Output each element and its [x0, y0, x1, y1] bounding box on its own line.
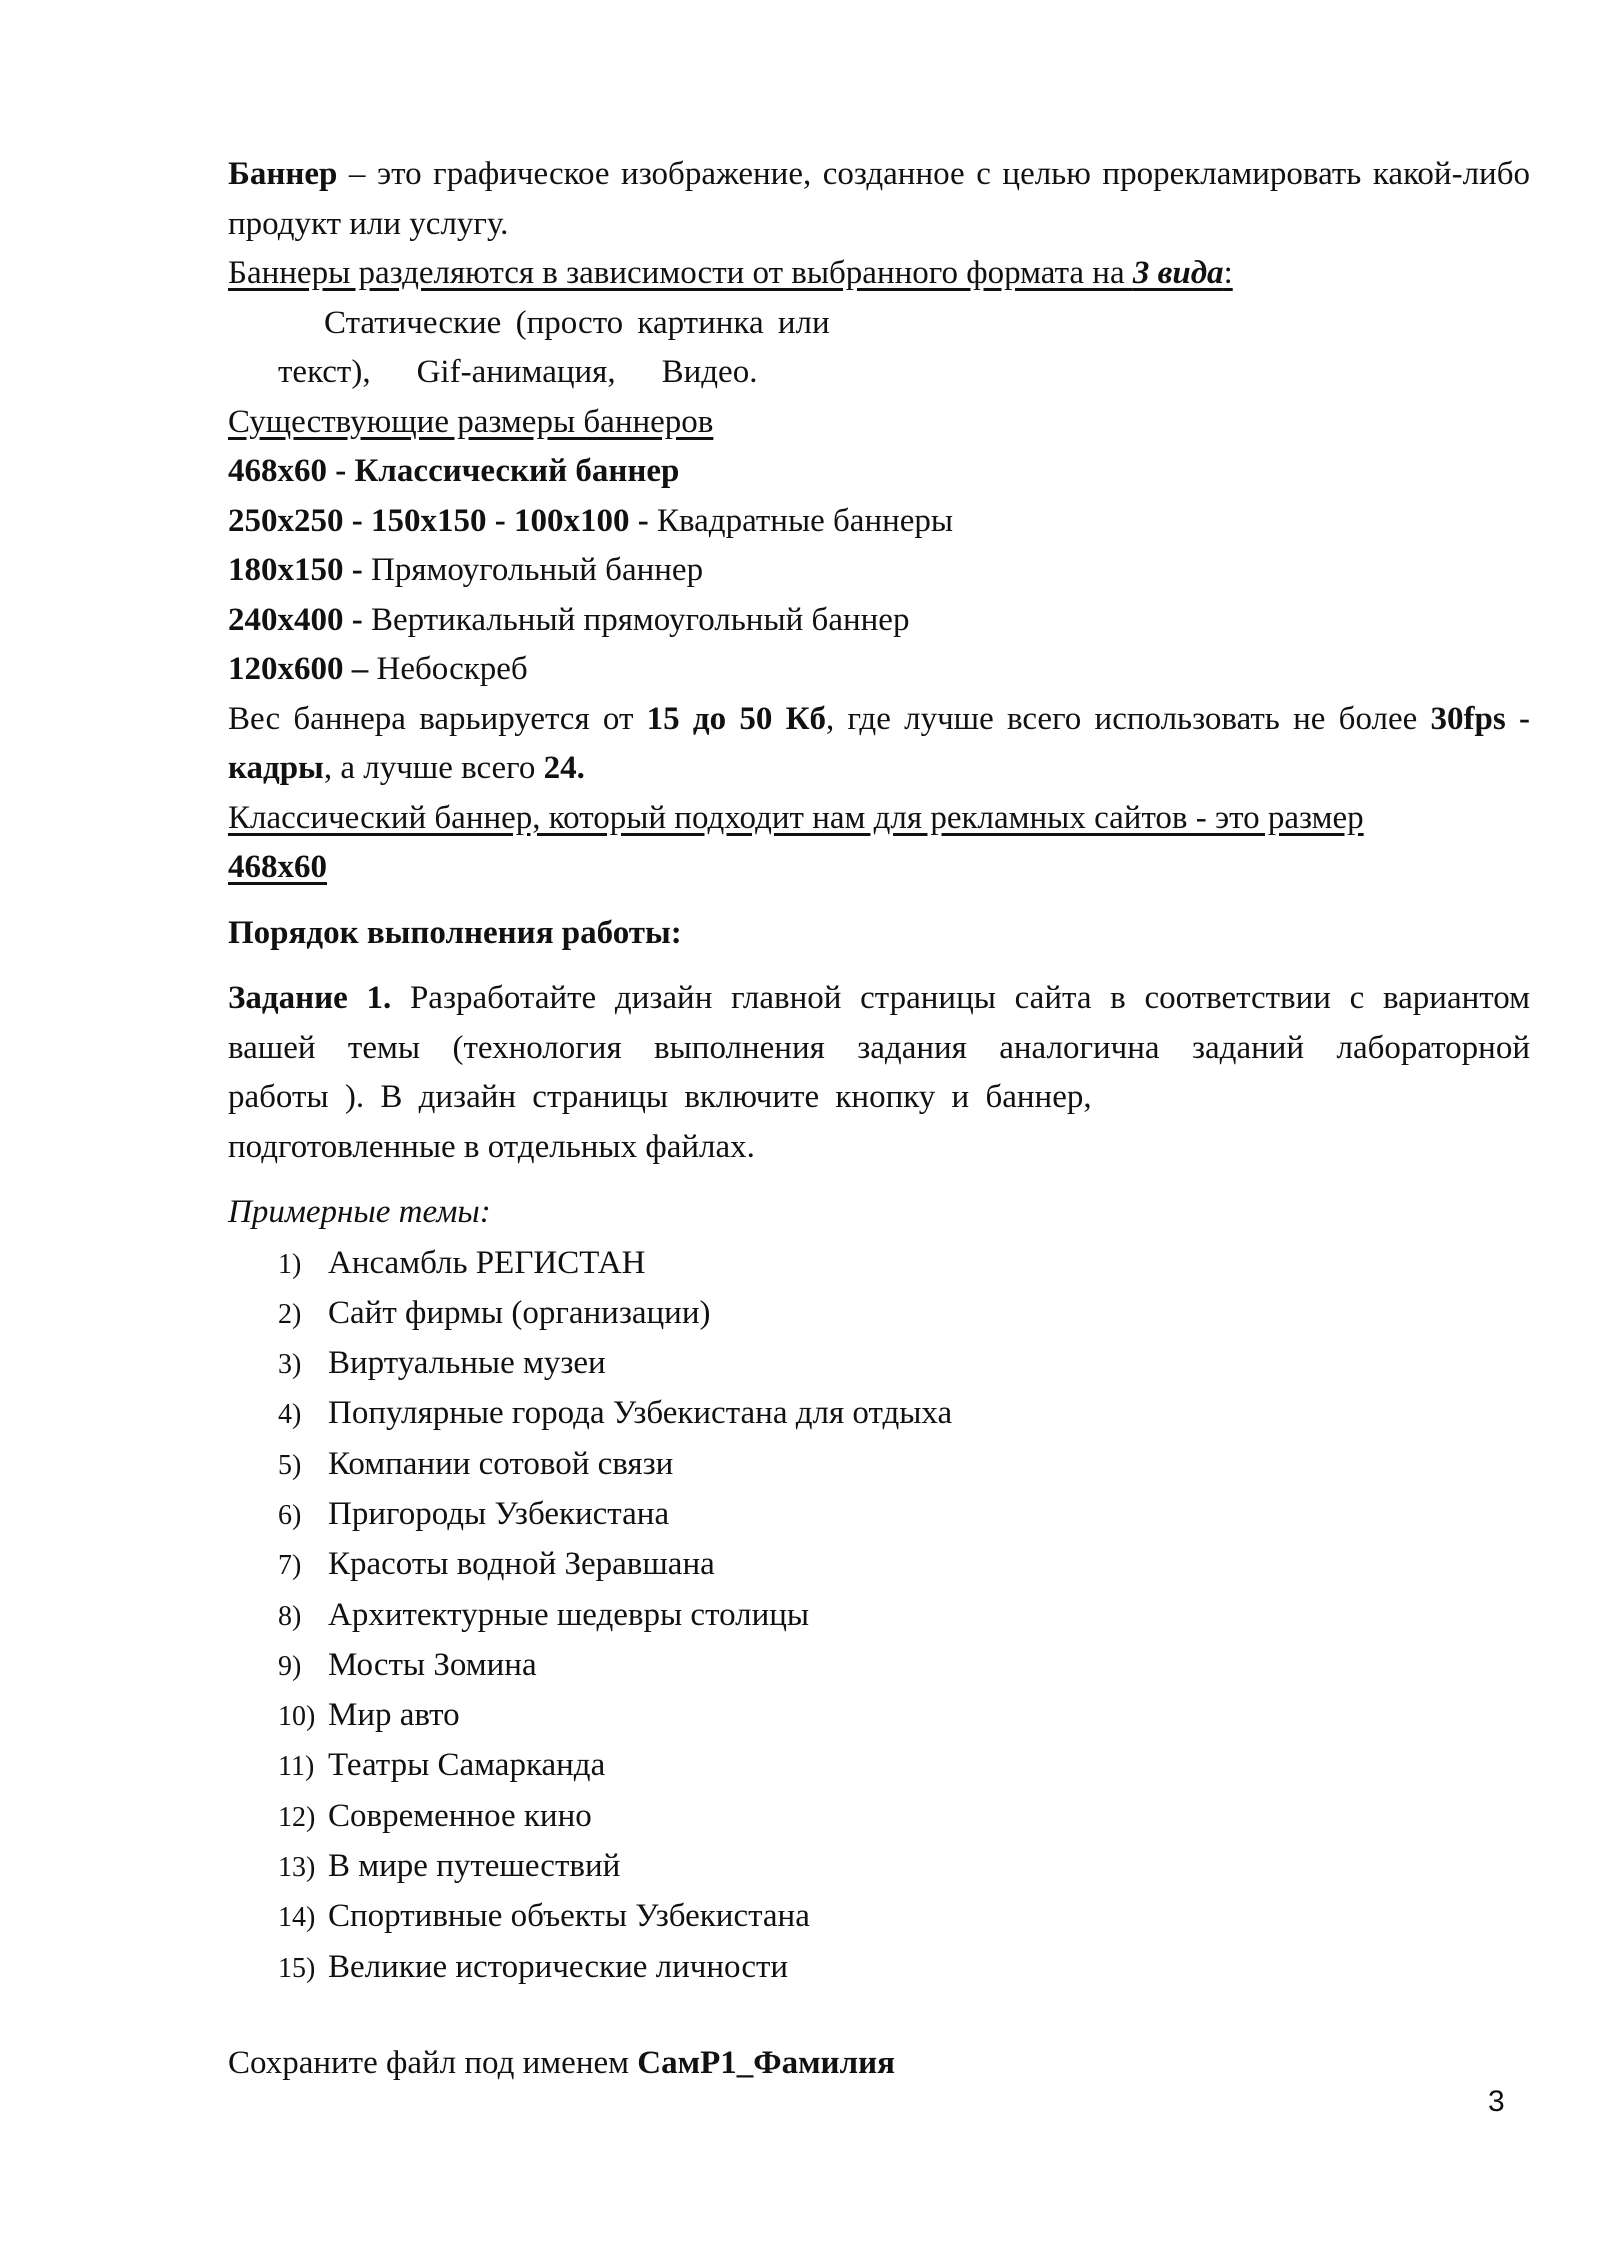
weight-text: , где лучше всего использовать не более — [826, 700, 1431, 737]
topic-number: 10) — [278, 1701, 316, 1733]
banner-size-value: 250x250 - 150x150 - 100x100 - — [228, 502, 649, 539]
banner-type-video: Видео. — [661, 354, 758, 390]
procedure-heading — [228, 909, 1530, 959]
topic-number: 11) — [278, 1751, 315, 1783]
topic-item — [228, 1388, 1530, 1438]
topic-text: Пригороды Узбекистана — [328, 1495, 670, 1532]
topic-item — [228, 1590, 1530, 1640]
banner-size-label: Небоскреб — [368, 651, 528, 687]
topic-item — [228, 1690, 1530, 1740]
banner-term: Баннер — [228, 156, 338, 192]
topic-item — [228, 1288, 1530, 1338]
topic-item — [228, 1238, 1530, 1288]
topics-list — [228, 1238, 1530, 1992]
save-instruction-text: Сохраните файл под именем — [228, 2044, 638, 2081]
banner-size-row — [228, 497, 1530, 547]
topic-number: 6) — [278, 1499, 302, 1531]
banner-size-value: 240x400 - — [228, 601, 363, 638]
topic-item — [228, 1942, 1530, 1992]
banner-types-heading-text: Баннеры разделяются в зависимости от выбранного формата на — [228, 255, 1133, 291]
topic-item — [228, 1640, 1530, 1690]
topic-item — [228, 1841, 1530, 1891]
banner-size-row — [228, 645, 1530, 695]
topic-number: 14) — [278, 1902, 316, 1934]
topic-number: 7) — [278, 1550, 302, 1582]
topic-number: 4) — [278, 1399, 302, 1431]
weight-fps: 30fps - кадры — [228, 700, 1530, 786]
topic-number: 13) — [278, 1852, 316, 1884]
banner-size-value: 468x60 - Классический баннер — [228, 453, 680, 489]
task-1-text: Разработайте дизайн главной страницы сайта в соответствии с вариантом вашей темы (технология выполнения задания аналогична заданий лабораторной работы ). В дизайн страницы включите кнопку и баннер, — [228, 980, 1530, 1115]
banner-type-static-end: текст), — [278, 354, 371, 390]
topic-number: 2) — [278, 1298, 302, 1330]
banner-weight-paragraph — [228, 695, 1530, 794]
topic-item — [228, 1891, 1530, 1941]
banner-size-row — [228, 596, 1530, 646]
topic-text: Красоты водной Зеравшана — [328, 1546, 715, 1583]
page-content — [228, 150, 1530, 2088]
classic-banner-note: Классический баннер, который подходит нам для рекламных сайтов - это размер — [228, 799, 1364, 836]
banner-types-colon: : — [1223, 255, 1233, 291]
classic-banner-size: 468x60 — [228, 849, 327, 885]
topic-number: 8) — [278, 1600, 302, 1632]
topic-text: Архитектурные шедевры столицы — [328, 1596, 810, 1633]
topic-text: Популярные города Узбекистана для отдыха — [328, 1395, 953, 1432]
banner-size-value: 180x150 - — [228, 552, 363, 588]
banner-definition-text: – это графическое изображение, созданное с целью прорекламировать какой-либо продукт или услугу. — [228, 156, 1530, 242]
banner-type-static: Статические (просто картинка или — [324, 304, 830, 341]
banner-types-heading — [228, 249, 1530, 299]
topic-number: 15) — [278, 1952, 316, 1984]
topic-item — [228, 1439, 1530, 1489]
banner-types-count: 3 вида — [1132, 255, 1224, 291]
classic-banner-size-line — [228, 843, 1530, 893]
weight-text: , а лучше всего — [323, 750, 544, 786]
topic-text: Мосты Зомина — [328, 1646, 537, 1683]
topic-item — [228, 1539, 1530, 1589]
topic-item — [228, 1489, 1530, 1539]
topic-number: 9) — [278, 1650, 302, 1682]
topic-number: 1) — [278, 1248, 302, 1280]
topic-item — [228, 1791, 1530, 1841]
banner-size-label: Прямоугольный баннер — [362, 552, 704, 588]
task-1-paragraph — [228, 974, 1530, 1123]
task-1-label: Задание 1. — [228, 980, 392, 1016]
save-instruction — [228, 2039, 1530, 2089]
banner-size-label: Квадратные баннеры — [648, 502, 954, 539]
topic-text: Компании сотовой связи — [328, 1445, 674, 1482]
weight-range: 15 до 50 Кб — [646, 700, 827, 737]
banner-type-gif: Gif-анимация, — [416, 354, 616, 390]
topic-text: Современное кино — [328, 1797, 592, 1834]
task-1-last-line: подготовленные в отдельных файлах. — [228, 1128, 755, 1165]
topic-text: Великие исторические личности — [328, 1948, 789, 1985]
banner-size-value: 120x600 – — [228, 651, 369, 687]
topic-text: Виртуальные музеи — [328, 1345, 606, 1382]
topic-item — [228, 1740, 1530, 1790]
topic-text: В мире путешествий — [328, 1848, 621, 1885]
topic-text: Театры Самарканда — [328, 1747, 606, 1784]
banner-size-row — [228, 447, 1530, 497]
weight-text: Вес баннера варьируется от — [228, 700, 647, 737]
topic-text: Сайт фирмы (организации) — [328, 1294, 711, 1331]
topic-number: 3) — [278, 1349, 302, 1381]
banner-sizes-heading: Существующие размеры баннеров — [228, 403, 714, 440]
banner-types-list — [228, 348, 1530, 398]
topic-number: 12) — [278, 1801, 316, 1833]
topic-text: Ансамбль РЕГИСТАН — [328, 1244, 646, 1281]
topic-number: 5) — [278, 1449, 302, 1481]
page-number: 3 — [1488, 2085, 1505, 2118]
banner-definition — [228, 150, 1530, 249]
procedure-heading-text: Порядок выполнения работы: — [228, 914, 682, 951]
weight-best-fps: 24. — [543, 750, 585, 786]
topic-text: Спортивные объекты Узбекистана — [328, 1898, 810, 1935]
save-filename: СамР1_Фамилия — [637, 2044, 895, 2081]
topics-title: Примерные темы: — [228, 1194, 491, 1230]
banner-size-label: Вертикальный прямоугольный баннер — [362, 601, 910, 638]
topic-item — [228, 1338, 1530, 1388]
banner-size-row — [228, 546, 1530, 596]
topic-text: Мир авто — [328, 1697, 460, 1734]
